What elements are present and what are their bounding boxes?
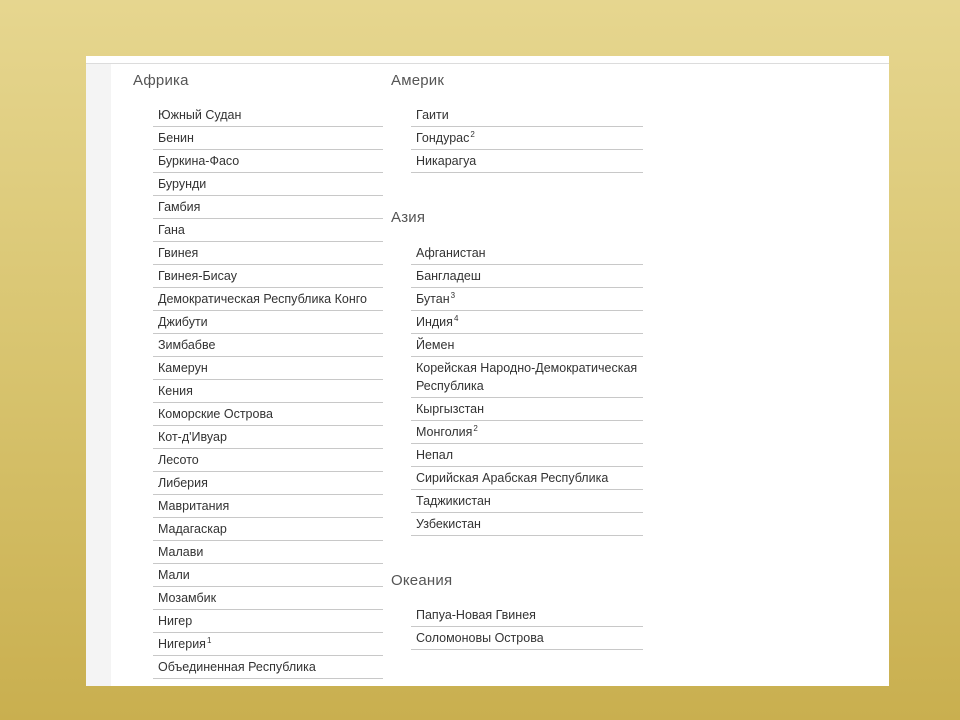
list-item[interactable] [411,127,643,150]
list-item[interactable] [153,219,383,242]
list-item[interactable] [411,334,643,357]
list-item-name: Гаити [416,108,449,122]
list-item[interactable] [153,265,383,288]
list-asia [411,242,643,536]
list-item[interactable] [411,604,643,627]
heading-america: Америк [391,72,445,89]
list-item-name: Камерун [158,361,208,375]
list-item[interactable] [411,150,643,173]
list-item[interactable] [411,444,643,467]
left-gutter [86,64,111,686]
list-item-name: Папуа-Новая Гвинея [416,608,536,622]
list-item-name: Мозамбик [158,591,217,605]
list-item[interactable] [153,242,383,265]
list-item[interactable] [153,610,383,633]
list-item-name: Мавритания [158,499,230,513]
footnote-marker: 1 [206,636,212,645]
list-item-name: Афганистан [416,246,486,260]
list-item-name: Соломоновы Острова [416,631,544,645]
list-item[interactable] [411,242,643,265]
list-item[interactable] [153,518,383,541]
list-item-name: Мали [158,568,190,582]
list-item-name: Либерия [158,476,208,490]
list-item-name: Объединенная Республика [158,660,316,674]
list-item-name: Кот-д'Ивуар [158,430,227,444]
list-item[interactable] [411,627,643,650]
list-item-name: Бутан [416,292,450,306]
list-item[interactable] [153,173,383,196]
footnote-marker: 3 [450,291,456,300]
list-item[interactable] [153,127,383,150]
list-item[interactable] [153,403,383,426]
list-item[interactable] [153,656,383,679]
list-item-name: Лесото [158,453,199,467]
list-item[interactable] [411,467,643,490]
list-item-name: Мадагаскар [158,522,227,536]
list-item-name: Буркина-Фасо [158,154,240,168]
list-item[interactable] [411,490,643,513]
list-africa [153,104,383,679]
list-item[interactable] [153,380,383,403]
list-item-name: Йемен [416,338,455,352]
list-item[interactable] [411,357,643,398]
list-item-name: Гондурас [416,131,470,145]
list-item-name: Бангладеш [416,269,481,283]
list-item[interactable] [153,311,383,334]
list-item[interactable] [411,265,643,288]
list-item-name: Узбекистан [416,517,481,531]
heading-oceania: Океания [391,572,453,589]
list-item-name: Корейская Народно-Демократическая Республика [416,361,638,393]
list-item-name: Гвинея-Бисау [158,269,237,283]
top-divider [86,63,889,64]
list-item-name: Джибути [158,315,208,329]
list-item-name: Гвинея [158,246,199,260]
list-item-name: Зимбабве [158,338,216,352]
list-item-name: Таджикистан [416,494,491,508]
footnote-marker: 2 [473,424,478,433]
list-oceania [411,604,643,650]
list-item[interactable] [411,421,643,444]
list-item[interactable] [153,495,383,518]
list-item[interactable] [153,334,383,357]
list-item[interactable] [153,196,383,219]
list-item-name: Нигер [158,614,193,628]
list-item[interactable] [153,288,383,311]
list-item[interactable] [411,311,643,334]
list-item[interactable] [153,150,383,173]
list-item[interactable] [411,104,643,127]
list-item-name: Коморские Острова [158,407,273,421]
footnote-marker: 4 [453,314,459,323]
list-item-name: Гамбия [158,200,201,214]
list-item[interactable] [153,633,383,656]
footnote-marker: 2 [470,130,475,139]
list-item[interactable] [153,426,383,449]
list-item-name: Сирийская Арабская Республика [416,471,609,485]
list-item-name: Непал [416,448,453,462]
list-item[interactable] [153,541,383,564]
list-item-name: Нигерия [158,637,206,651]
list-item[interactable] [153,357,383,380]
list-item[interactable] [153,564,383,587]
list-item[interactable] [153,449,383,472]
list-item[interactable] [411,398,643,421]
list-item[interactable] [153,104,383,127]
list-item[interactable] [411,288,643,311]
list-item[interactable] [153,472,383,495]
list-item-name: Индия [416,315,453,329]
list-item-name: Малави [158,545,204,559]
list-item-name: Монголия [416,425,473,439]
document-screenshot [86,56,889,686]
list-item-name: Кыргызстан [416,402,485,416]
list-item[interactable] [411,513,643,536]
list-item-name: Гана [158,223,185,237]
list-item-name: Никарагуа [416,154,477,168]
list-item-name: Кения [158,384,193,398]
list-item[interactable] [153,587,383,610]
heading-africa: Африка [133,72,189,89]
list-item-name: Южный Судан [158,108,242,122]
heading-asia: Азия [391,209,426,226]
list-america [411,104,643,173]
list-item-name: Демократическая Республика Конго [158,292,367,306]
list-item-name: Бурунди [158,177,207,191]
list-item-name: Бенин [158,131,194,145]
